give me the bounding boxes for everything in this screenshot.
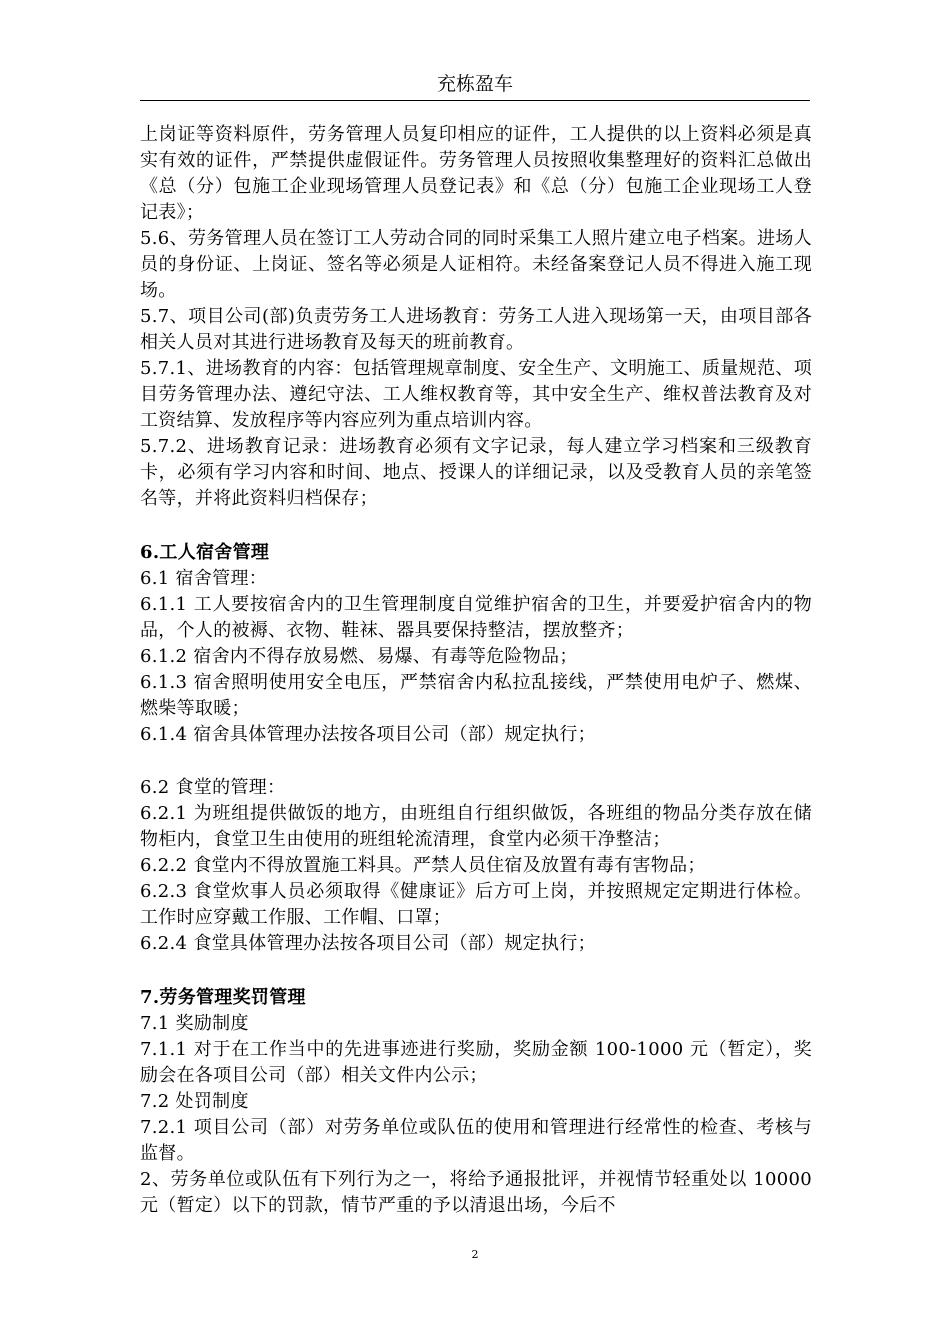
document-body (140, 122, 812, 1219)
paragraph: 2、劳务单位或队伍有下列行为之一，将给予通报批评，并视情节轻重处以 10000 元（暂定）以下的罚款，情节严重的予以清退出场，今后不 (140, 1169, 812, 1216)
paragraph: 上岗证等资料原件，劳务管理人员复印相应的证件，工人提供的以上资料必须是真实有效的证件，严禁提供虚假证件。劳务管理人员按照收集整理好的资料汇总做出《总（分）包施工企业现场管理人员登记表》和《总（分）包施工企业现场工人登记表》； (140, 124, 812, 223)
paragraph: 7.2.1 项目公司（部）对劳务单位或队伍的使用和管理进行经常性的检查、考核与监督。 (140, 1117, 812, 1164)
paragraph: 6.1.3 宿舍照明使用安全电压，严禁宿舍内私拉乱接线，严禁使用电炉子、燃煤、燃柴等取暖； (140, 672, 812, 719)
page-header-title: 充栋盈车 (140, 70, 810, 101)
section-heading-7: 7.劳务管理奖罚管理 (140, 987, 306, 1008)
paragraph: 6.1.4 宿舍具体管理办法按各项目公司（部）规定执行； (140, 724, 596, 745)
paragraph: 5.6、劳务管理人员在签订工人劳动合同的同时采集工人照片建立电子档案。进场人员的身份证、上岗证、签名等必须是人证相符。未经备案登记人员不得进入施工现场。 (140, 228, 812, 301)
paragraph: 6.2.1 为班组提供做饭的地方，由班组自行组织做饭，各班组的物品分类存放在储物柜内，食堂卫生由使用的班组轮流清理，食堂内必须干净整洁； (140, 803, 812, 850)
section-spacer (140, 512, 812, 539)
paragraph: 6.2.2 食堂内不得放置施工料具。严禁人员住宿及放置有毒有害物品； (140, 855, 706, 876)
page-number: 2 (471, 1248, 479, 1261)
paragraph: 7.2 处罚制度 (140, 1091, 249, 1112)
section-heading-6: 6.工人宿舍管理 (140, 542, 270, 563)
paragraph: 7.1.1 对于在工作当中的先进事迹进行奖励，奖励金额 100-1000 元（暂定），奖励会在各项目公司（部）相关文件内公示； (140, 1039, 812, 1086)
paragraph: 6.2 食堂的管理： (140, 777, 286, 798)
paragraph: 7.1 奖励制度 (140, 1013, 249, 1034)
paragraph: 6.1.2 宿舍内不得存放易燃、易爆、有毒等危险物品； (140, 646, 578, 667)
paragraph: 5.7.1、进场教育的内容：包括管理规章制度、安全生产、文明施工、质量规范、项目劳务管理办法、遵纪守法、工人维权教育等，其中安全生产、维权普法教育及对工资结算、发放程序等内容应列为重点培训内容。 (140, 358, 812, 431)
paragraph: 5.7、项目公司(部)负责劳务工人进场教育：劳务工人进入现场第一天，由项目部各相关人员对其进行进场教育及每天的班前教育。 (140, 306, 812, 353)
paragraph: 6.1 宿舍管理： (140, 568, 268, 589)
paragraph: 5.7.2、进场教育记录：进场教育必须有文字记录，每人建立学习档案和三级教育卡，必须有学习内容和时间、地点、授课人的详细记录，以及受教育人员的亲笔签名等，并将此资料归档保存； (140, 436, 812, 509)
paragraph: 6.1.1 工人要按宿舍内的卫生管理制度自觉维护宿舍的卫生，并要爱护宿舍内的物品，个人的被褥、衣物、鞋袜、器具要保持整洁，摆放整齐； (140, 594, 812, 641)
paragraph: 6.2.4 食堂具体管理办法按各项目公司（部）规定执行； (140, 933, 596, 954)
section-spacer (140, 748, 812, 775)
section-spacer (140, 957, 812, 984)
paragraph: 6.2.3 食堂炊事人员必须取得《健康证》后方可上岗，并按照规定定期进行体检。工作时应穿戴工作服、工作帽、口罩； (140, 881, 812, 928)
